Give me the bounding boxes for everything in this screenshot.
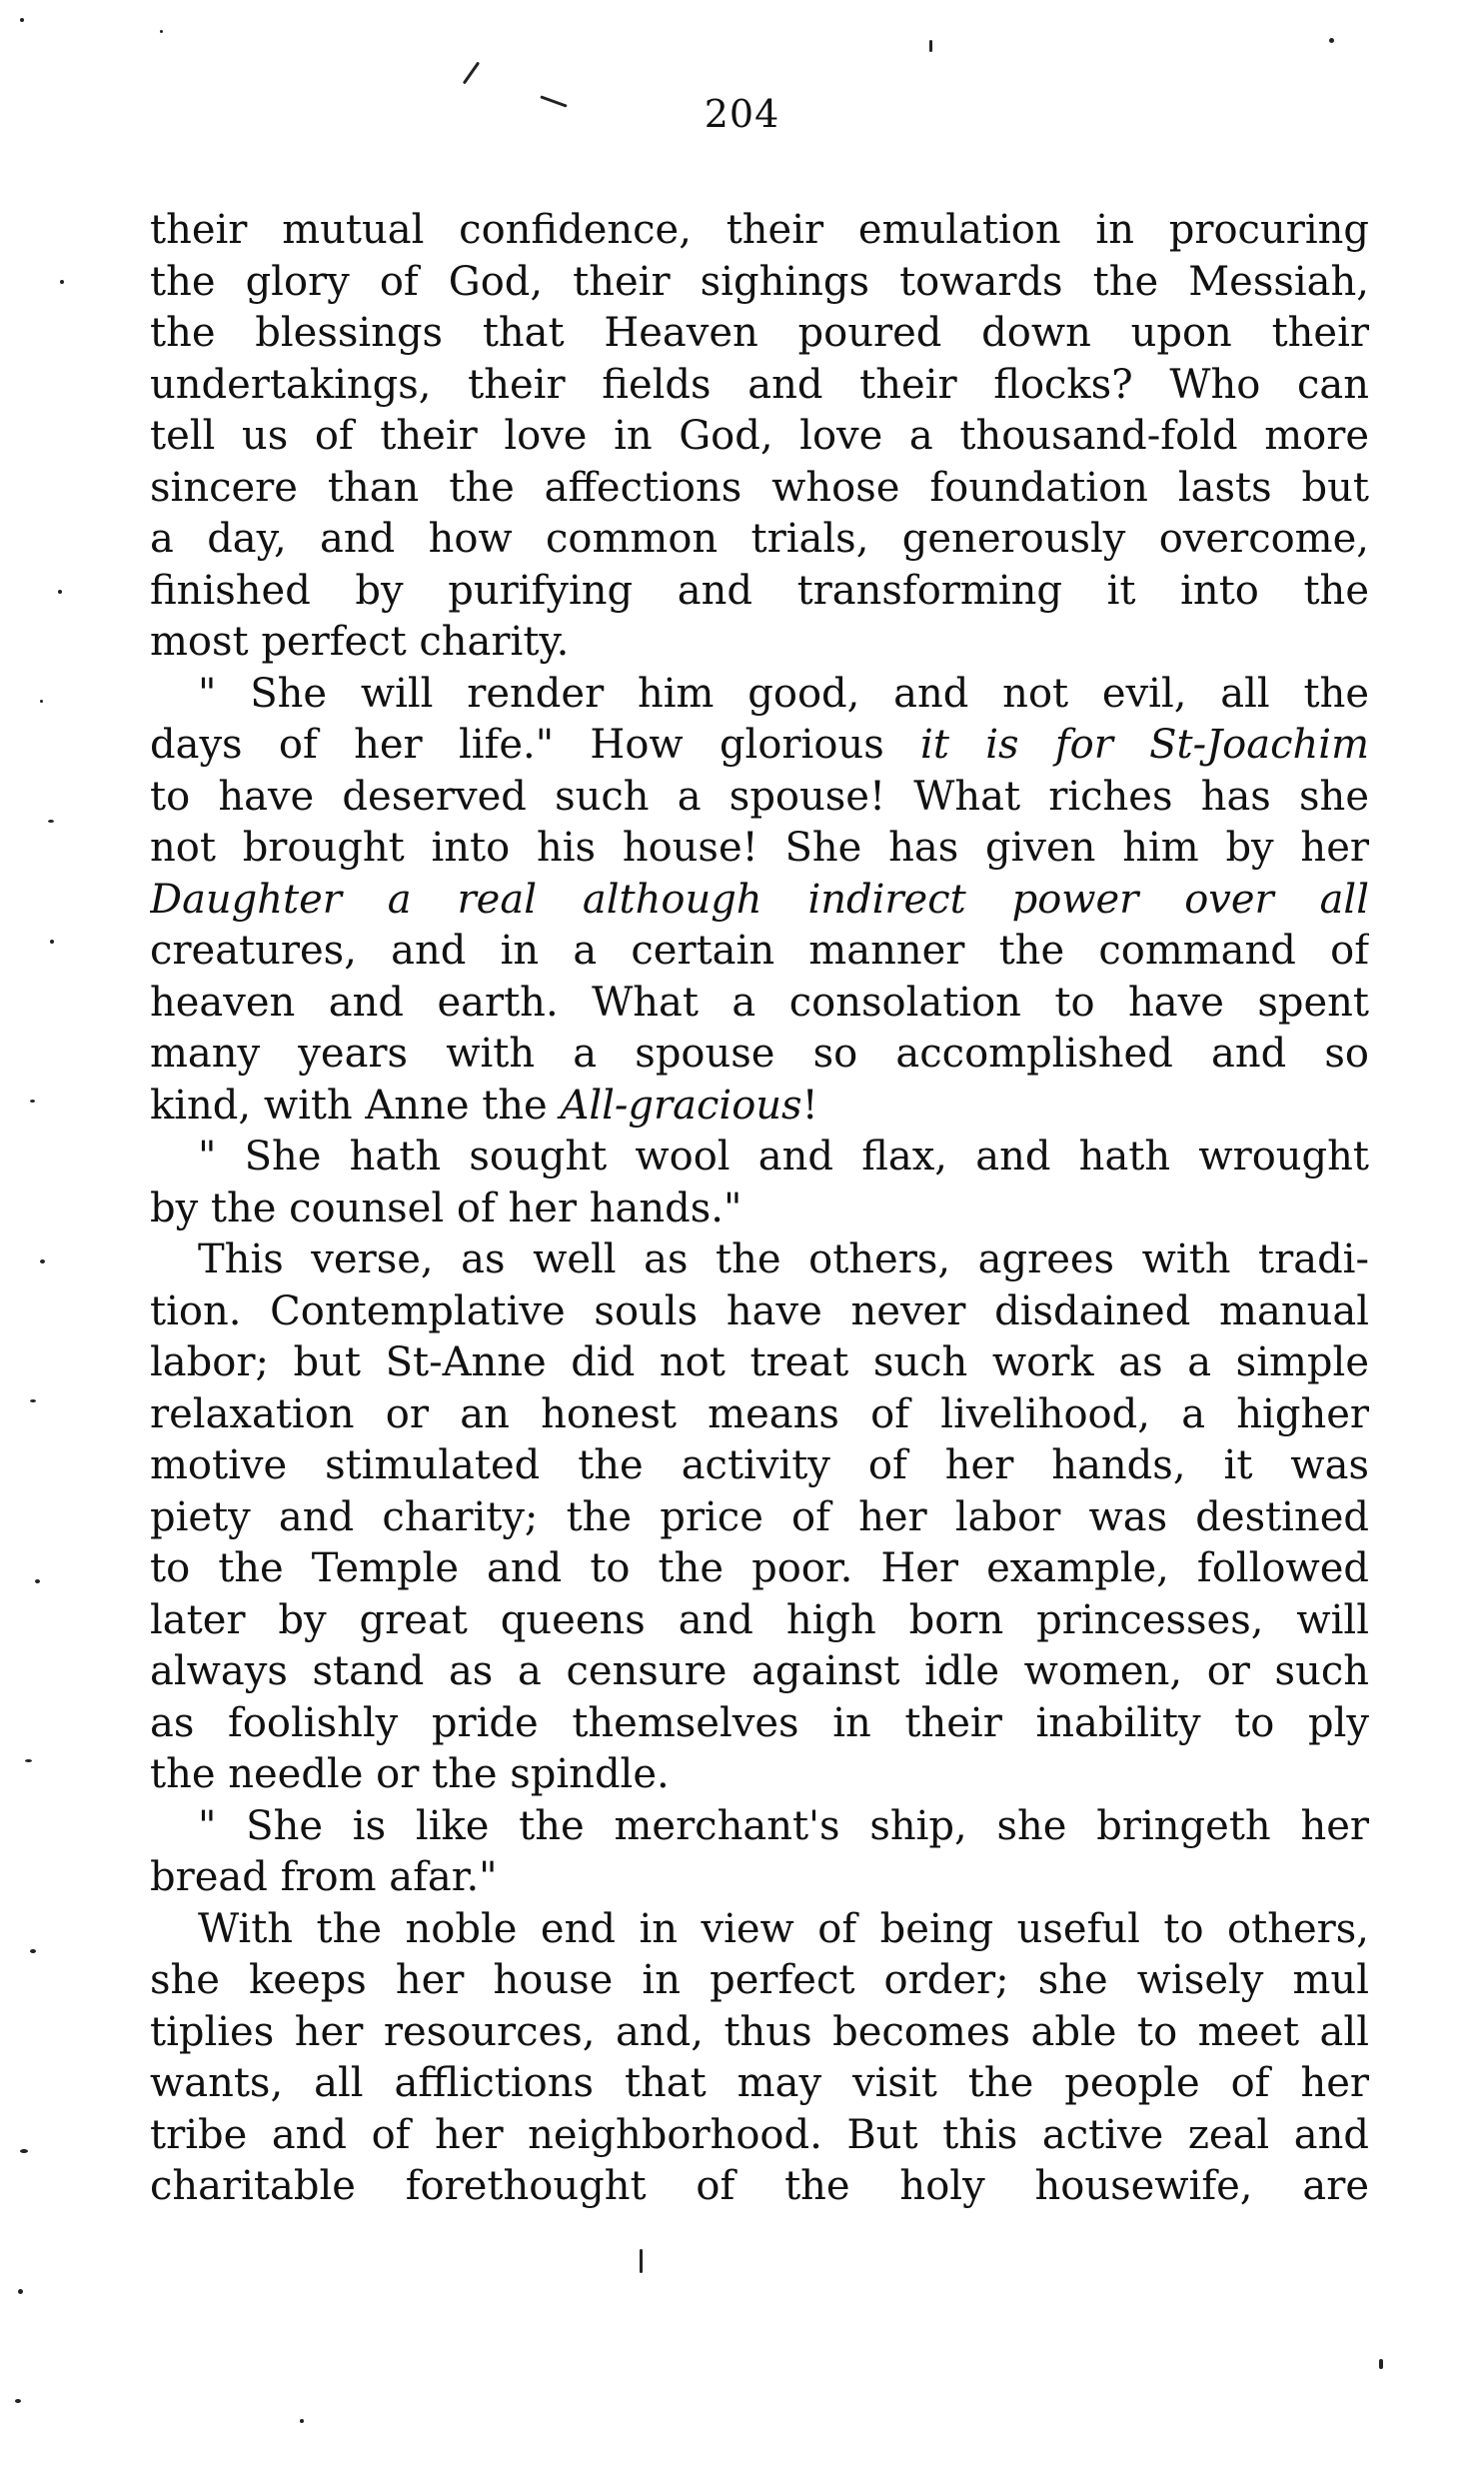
text-line: tell us of their love in God, love a thousand-fold more <box>150 413 1369 459</box>
scan-speck <box>1329 38 1334 43</box>
scan-speck <box>20 2149 28 2153</box>
scan-speck <box>35 1579 40 1583</box>
text-line: motive stimulated the activity of her hands, it was <box>150 1442 1369 1488</box>
scan-speck <box>58 590 62 594</box>
italic-text-line: Daughter a real although indirect power over all <box>150 876 1369 923</box>
scan-speck <box>640 2249 643 2273</box>
text-line: their mutual confidence, their emulation in procuring <box>150 207 1369 253</box>
scan-speck <box>463 61 480 84</box>
text-line: she keeps her house in perfect order; she wisely mul <box>150 1957 1369 2003</box>
text-line: a day, and how common trials, generously overcome, <box>150 516 1369 562</box>
text-line-mixed <box>150 720 1369 772</box>
scan-speck <box>300 2419 304 2423</box>
text-line: labor; but St-Anne did not treat such work as a simple <box>150 1339 1369 1385</box>
body-text <box>150 205 1369 2213</box>
page-number: 204 <box>704 92 780 136</box>
scan-speck <box>40 700 43 703</box>
italic-segment: it is for St-Joachim <box>920 722 1369 768</box>
scan-speck <box>1379 2359 1383 2369</box>
text-line: by the counsel of her hands." <box>150 1185 742 1232</box>
italic-segment: All-gracious <box>560 1082 802 1129</box>
text-line: undertakings, their fields and their flocks? Who can <box>150 361 1369 408</box>
text-line: creatures, and in a certain manner the command of <box>150 928 1369 974</box>
text-line: tiplies her resources, and, thus becomes able to meet all <box>150 2008 1369 2055</box>
scan-speck <box>929 40 932 52</box>
text-line: most perfect charity. <box>150 619 570 665</box>
text-line: later by great queens and high born princesses, will <box>150 1596 1369 1643</box>
text-line-mixed <box>150 1081 1369 1133</box>
scan-speck <box>20 18 24 22</box>
text-line: bread from afar." <box>150 1854 498 1900</box>
scan-speck <box>40 1259 45 1263</box>
text-line: " She is like the merchant's ship, she bringeth her <box>198 1802 1369 1849</box>
text-line: finished by purifying and transforming it into the <box>150 567 1369 614</box>
text-line: to have deserved such a spouse! What riches has she <box>150 773 1369 820</box>
text-line: not brought into his house! She has given him by her <box>150 825 1369 871</box>
scan-speck <box>30 1399 36 1402</box>
text-line: piety and charity; the price of her labor was destined <box>150 1493 1369 1540</box>
text-segment: ! <box>801 1082 818 1129</box>
text-line: tion. Contemplative souls have never disdained manual <box>150 1287 1369 1334</box>
scan-speck <box>18 2289 23 2294</box>
text-line: the needle or the spindle. <box>150 1751 670 1797</box>
scan-speck <box>48 820 54 823</box>
text-line: the glory of God, their sighings towards the Messiah, <box>150 258 1369 305</box>
scan-speck <box>25 1759 32 1762</box>
scan-speck <box>160 30 163 33</box>
text-line: to the Temple and to the poor. Her example, followed <box>150 1545 1369 1591</box>
text-line: always stand as a censure against idle women, or such <box>150 1648 1369 1694</box>
text-line: wants, all afflictions that may visit the people of her <box>150 2060 1369 2106</box>
text-line: sincere than the affections whose foundation lasts but <box>150 464 1369 511</box>
text-segment: kind, with Anne the <box>150 1082 561 1129</box>
scan-speck <box>30 1100 35 1103</box>
text-line: " She hath sought wool and flax, and hath wrought <box>198 1134 1369 1180</box>
text-line: many years with a spouse so accomplished and so <box>150 1031 1369 1077</box>
text-line: " She will render him good, and not evil, all the <box>198 670 1369 717</box>
text-segment: days of her life." How glorious <box>150 722 921 768</box>
text-line: the blessings that Heaven poured down upon their <box>150 310 1369 356</box>
text-line: This verse, as well as the others, agrees with tradi- <box>198 1236 1369 1282</box>
scan-speck <box>50 940 54 944</box>
scan-speck <box>30 1949 36 1953</box>
text-line: With the noble end in view of being useful to others, <box>198 1905 1369 1952</box>
text-line: tribe and of her neighborhood. But this active zeal and <box>150 2111 1369 2158</box>
text-line: relaxation or an honest means of livelihood, a higher <box>150 1390 1369 1437</box>
text-line: heaven and earth. What a consolation to have spent <box>150 979 1369 1026</box>
text-line: charitable forethought of the holy housewife, are <box>150 2163 1369 2209</box>
scan-speck <box>15 2399 21 2403</box>
scan-speck <box>60 280 64 284</box>
text-line: as foolishly pride themselves in their inability to ply <box>150 1699 1369 1746</box>
